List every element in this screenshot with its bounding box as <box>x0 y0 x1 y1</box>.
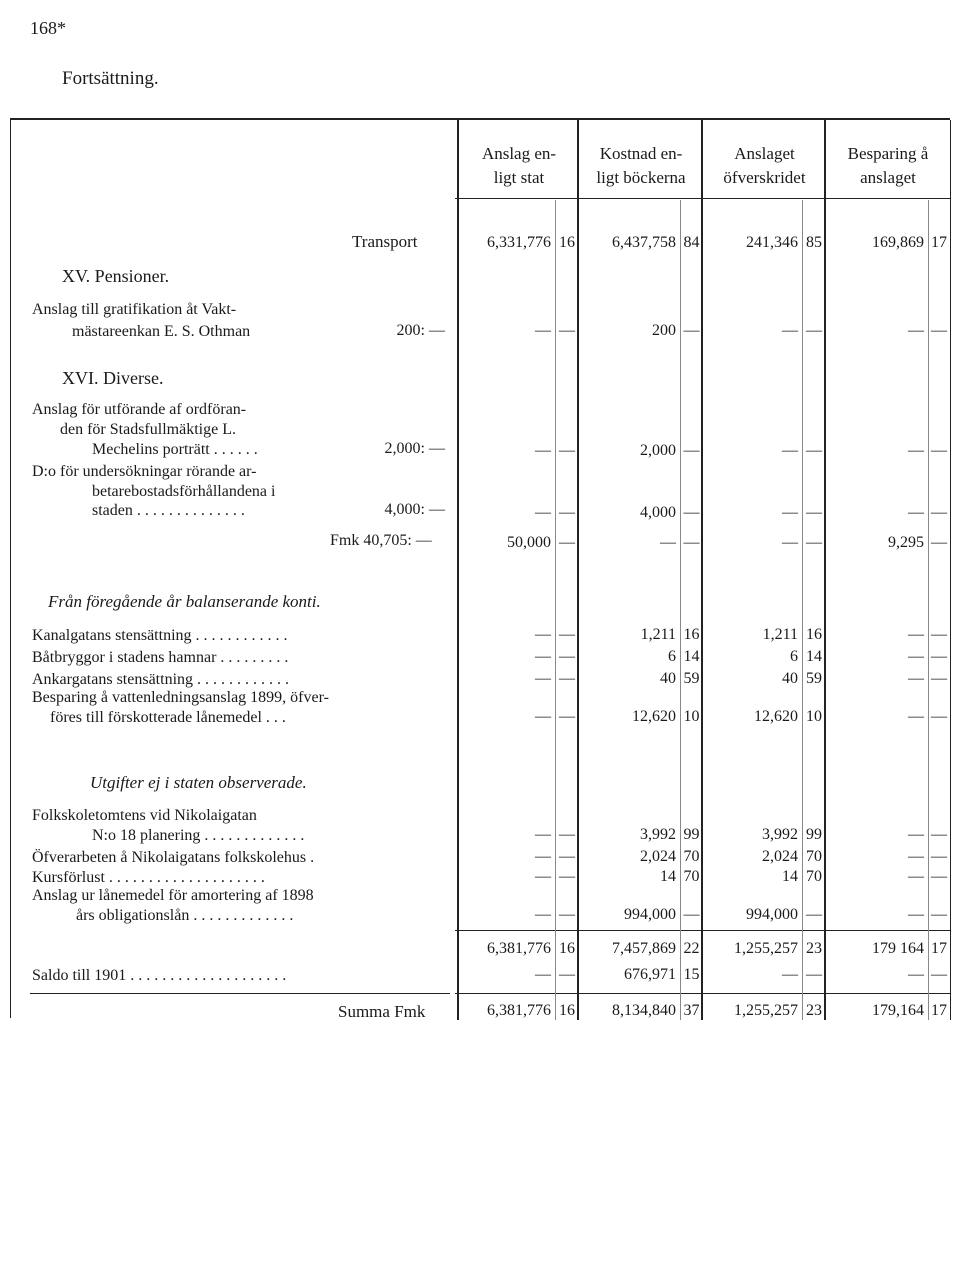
section-title: Från föregående år balanserande konti. <box>48 592 321 611</box>
inline-amount: 2,000: — <box>384 440 445 457</box>
row-label: Anslag ur lånemedel för amortering af 1898 <box>32 887 314 904</box>
row-label: Fmk 40,705: — <box>330 532 432 549</box>
amount-mark: — <box>535 708 551 725</box>
ore-cell: 14 <box>683 648 700 665</box>
amount-mark: — <box>782 504 798 521</box>
ore-divider <box>802 200 803 1020</box>
amount-mark: — <box>535 966 551 983</box>
ore-cell: 16 <box>559 1002 575 1019</box>
amount-mark: — <box>535 626 551 643</box>
amount-mark: — <box>908 648 924 665</box>
row-label: den för Stadsfullmäktige L. <box>60 421 236 438</box>
amount-mark: 4,000 <box>640 504 676 521</box>
ore-cell: 14 <box>806 648 822 665</box>
page-number: 168* <box>30 18 66 38</box>
ore-cell: — <box>931 670 947 687</box>
row-label: års obligationslån . . . . . . . . . . . . . <box>76 907 294 924</box>
column-divider <box>10 118 11 1018</box>
amount-mark: 12,620 <box>754 708 798 725</box>
ore-cell: 59 <box>806 670 822 687</box>
amount-mark: 994,000 <box>624 906 676 923</box>
amount-mark: — <box>782 534 798 551</box>
amount-mark: — <box>908 848 924 865</box>
ore-cell: — <box>931 648 947 665</box>
amount-mark: 9,295 <box>888 534 924 551</box>
amount-mark: 169,869 <box>872 234 924 251</box>
ore-cell: — <box>559 670 575 687</box>
amount-mark: 3,992 <box>640 826 676 843</box>
amount-mark: — <box>535 504 551 521</box>
amount-mark: — <box>908 708 924 725</box>
amount-mark: 179 164 <box>872 940 924 957</box>
amount-mark: 14 <box>782 868 798 885</box>
saldo-label: Saldo till 1901 . . . . . . . . . . . . . . . . . . . . <box>32 967 287 984</box>
row-label: Folkskoletomtens vid Nikolaigatan <box>32 807 257 824</box>
ore-cell: 16 <box>806 626 822 643</box>
ore-cell: 23 <box>806 1002 822 1019</box>
column-divider <box>457 120 459 1020</box>
amount-mark: 1,255,257 <box>734 940 798 957</box>
page-heading: Fortsättning. <box>62 68 159 89</box>
row-label: Besparing å vattenledningsanslag 1899, öfver- <box>32 689 329 706</box>
amount-mark: — <box>908 868 924 885</box>
amount-mark: — <box>535 648 551 665</box>
ore-cell: — <box>931 966 947 983</box>
ore-cell: 59 <box>683 670 700 687</box>
amount-mark: 3,992 <box>762 826 798 843</box>
amount-mark: 994,000 <box>746 906 798 923</box>
amount-mark: — <box>535 670 551 687</box>
row-label: Ankargatans stensättning . . . . . . . . . . . . <box>32 671 290 688</box>
row-label: Anslag till gratifikation åt Vakt- <box>32 301 237 318</box>
ore-cell: — <box>931 626 947 643</box>
amount-mark: 1,211 <box>640 626 676 643</box>
ore-cell: 70 <box>806 868 822 885</box>
row-label: Kursförlust . . . . . . . . . . . . . . . . . . . . <box>32 869 265 886</box>
ore-divider <box>928 200 929 1020</box>
column-divider <box>950 120 951 1020</box>
column-divider <box>701 120 703 1020</box>
column-header: ligt stat <box>493 168 545 187</box>
ore-cell: — <box>683 504 700 521</box>
amount-mark: 6,381,776 <box>487 1002 551 1019</box>
top-rule <box>10 118 950 120</box>
ore-cell: 10 <box>683 708 700 725</box>
row-label: D:o för undersökningar rörande ar- <box>32 463 257 480</box>
amount-mark: 14 <box>660 868 676 885</box>
amount-mark: — <box>908 504 924 521</box>
ore-cell: — <box>806 534 822 551</box>
section-title: Utgifter ej i staten observerade. <box>90 773 307 792</box>
amount-mark: 50,000 <box>507 534 551 551</box>
amount-mark: — <box>535 906 551 923</box>
ore-cell: — <box>559 322 575 339</box>
column-divider <box>577 120 579 1020</box>
ore-cell: — <box>806 906 822 923</box>
row-label: Öfverarbeten å Nikolaigatans folkskolehus . <box>32 849 315 866</box>
column-divider <box>824 120 826 1020</box>
row-label: Anslag för utförande af ordföran- <box>32 401 247 418</box>
amount-mark: — <box>782 966 798 983</box>
amount-mark: 12,620 <box>632 708 676 725</box>
section-title: XV. Pensioner. <box>62 266 170 286</box>
amount-mark: 6 <box>668 648 676 665</box>
ore-cell: — <box>559 534 575 551</box>
ore-cell: 22 <box>683 940 700 957</box>
amount-mark: — <box>535 868 551 885</box>
ore-cell: — <box>931 442 947 459</box>
row-label: Båtbryggor i stadens hamnar . . . . . . . . . <box>32 649 289 666</box>
ore-cell: 16 <box>559 234 575 251</box>
ore-cell: — <box>559 442 575 459</box>
amount-mark: 40 <box>660 670 676 687</box>
amount-mark: 2,000 <box>640 442 676 459</box>
amount-mark: 200 <box>652 322 676 339</box>
ore-cell: 17 <box>931 234 947 251</box>
amount-mark: 676,971 <box>624 966 676 983</box>
amount-mark: 2,024 <box>640 848 676 865</box>
row-label: betarebostadsförhållandena i <box>92 483 276 500</box>
amount-mark: 7,457,869 <box>612 940 676 957</box>
ore-cell: 99 <box>806 826 822 843</box>
amount-mark: — <box>535 442 551 459</box>
amount-mark: — <box>908 322 924 339</box>
ore-cell: — <box>806 322 822 339</box>
ore-cell: — <box>683 322 700 339</box>
amount-mark: 6,331,776 <box>487 234 551 251</box>
ore-cell: — <box>931 848 947 865</box>
amount-mark: — <box>908 670 924 687</box>
ore-cell: — <box>931 826 947 843</box>
amount-mark: 40 <box>782 670 798 687</box>
ore-cell: — <box>683 906 700 923</box>
ore-cell: — <box>931 322 947 339</box>
ore-cell: — <box>683 534 700 551</box>
amount-mark: — <box>908 442 924 459</box>
row-label: staden . . . . . . . . . . . . . . <box>92 502 245 519</box>
ore-cell: — <box>559 848 575 865</box>
ore-cell: 84 <box>683 234 700 251</box>
ore-cell: — <box>559 906 575 923</box>
transport-label: Transport <box>352 232 418 251</box>
ore-cell: — <box>806 504 822 521</box>
amount-mark: — <box>535 848 551 865</box>
row-label: Kanalgatans stensättning . . . . . . . . . . . . <box>32 627 288 644</box>
summa-label: Summa Fmk <box>338 1002 426 1021</box>
row-label: föres till förskotterade lånemedel . . . <box>50 709 286 726</box>
ore-cell: 17 <box>931 940 947 957</box>
ore-cell: 23 <box>806 940 822 957</box>
ore-cell: — <box>559 626 575 643</box>
amount-mark: — <box>782 442 798 459</box>
ore-cell: 70 <box>683 848 700 865</box>
inline-amount: 4,000: — <box>384 501 445 518</box>
row-label: N:o 18 planering . . . . . . . . . . . . . <box>92 827 305 844</box>
amount-mark: — <box>660 534 676 551</box>
ore-cell: 85 <box>806 234 822 251</box>
amount-mark: 6,381,776 <box>487 940 551 957</box>
amount-mark: — <box>535 826 551 843</box>
ore-cell: 16 <box>559 940 575 957</box>
ore-divider <box>680 200 681 1020</box>
ore-cell: 15 <box>683 966 700 983</box>
ore-cell: 70 <box>806 848 822 865</box>
ore-cell: — <box>806 966 822 983</box>
amount-mark: — <box>782 322 798 339</box>
ore-cell: — <box>559 708 575 725</box>
ore-cell: 37 <box>683 1002 700 1019</box>
amount-mark: 2,024 <box>762 848 798 865</box>
amount-mark: — <box>908 906 924 923</box>
ore-cell: 16 <box>683 626 700 643</box>
ore-cell: — <box>931 906 947 923</box>
amount-mark: 8,134,840 <box>612 1002 676 1019</box>
amount-mark: 241,346 <box>746 234 798 251</box>
amount-mark: — <box>908 626 924 643</box>
column-header: anslaget <box>860 168 916 187</box>
ore-cell: — <box>559 868 575 885</box>
ore-cell: — <box>559 504 575 521</box>
ore-cell: — <box>931 534 947 551</box>
section-title: XVI. Diverse. <box>62 368 164 388</box>
ore-cell: — <box>931 868 947 885</box>
ore-cell: — <box>559 648 575 665</box>
ore-cell: — <box>931 708 947 725</box>
amount-mark: — <box>535 322 551 339</box>
amount-mark: — <box>908 966 924 983</box>
column-header: Besparing å <box>847 144 929 163</box>
ore-cell: 70 <box>683 868 700 885</box>
amount-mark: 6,437,758 <box>612 234 676 251</box>
row-label: Mechelins porträtt . . . . . . <box>92 441 258 458</box>
column-header: Anslag en- <box>481 144 557 163</box>
ore-cell: 17 <box>931 1002 947 1019</box>
ore-cell: — <box>559 826 575 843</box>
inline-amount: 200: — <box>396 322 445 339</box>
ore-cell: — <box>931 504 947 521</box>
ore-cell: 99 <box>683 826 700 843</box>
ore-divider <box>555 200 556 1020</box>
amount-mark: 1,211 <box>762 626 798 643</box>
ore-cell: — <box>806 442 822 459</box>
ore-cell: — <box>559 966 575 983</box>
column-header: öfverskridet <box>723 168 806 187</box>
amount-mark: 179,164 <box>872 1002 924 1019</box>
column-header: Kostnad en- <box>599 144 683 163</box>
row-label: mästareenkan E. S. Othman <box>72 323 251 340</box>
ore-cell: — <box>683 442 700 459</box>
saldo-rule <box>30 993 450 994</box>
amount-mark: 1,255,257 <box>734 1002 798 1019</box>
column-header: Anslaget <box>734 144 795 163</box>
column-header: ligt böckerna <box>596 168 686 187</box>
amount-mark: 6 <box>790 648 798 665</box>
ore-cell: 10 <box>806 708 822 725</box>
amount-mark: — <box>908 826 924 843</box>
